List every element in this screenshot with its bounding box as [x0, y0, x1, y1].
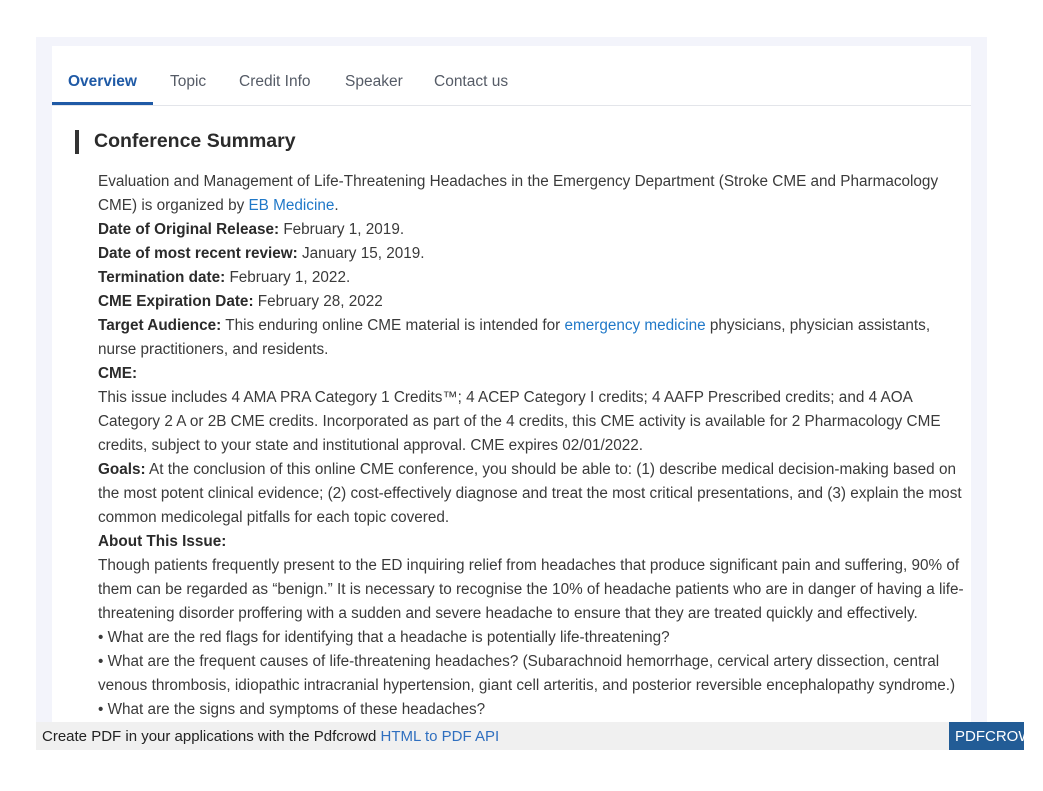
- target-audience-label: Target Audience:: [98, 317, 222, 334]
- tab-speaker[interactable]: Speaker: [345, 73, 403, 90]
- cme-label: CME:: [98, 365, 138, 382]
- pdfcrowd-badge[interactable]: [949, 722, 1043, 750]
- target-audience-text: This enduring online CME material is intended for: [221, 317, 565, 334]
- goals-label: Goals:: [98, 461, 146, 478]
- list-item: • What are the signs and symptoms of these headaches?: [98, 701, 486, 718]
- list-item: • What are the red flags for identifying that a headache is potentially life-threatening?: [98, 629, 670, 646]
- about-label: About This Issue:: [98, 533, 227, 550]
- intro-text: Evaluation and Management of Life-Threatening Headaches in the Emergency Department (Stroke CME and Pharmacology CME) is organized by: [98, 173, 939, 214]
- field-label: Date of most recent review:: [98, 245, 298, 262]
- active-tab-indicator: [52, 102, 153, 105]
- tab-contact-us[interactable]: Contact us: [434, 73, 509, 90]
- conference-summary-body: [98, 170, 968, 722]
- cme-paragraph: This issue includes 4 AMA PRA Category 1 Credits™; 4 ACEP Category I credits; 4 AAFP Prescribed credits; and 4 AOA Category 2 A or 2B CME credits. Incorporated as part of the 4 credits, this CME activity is available for 2 Pharmacology CME credits, subject to your state and institutional approval. CME expires 02/01/2022.: [98, 389, 941, 454]
- original-release-row: [98, 218, 968, 242]
- goals-text: At the conclusion of this online CME conference, you should be able to: (1) describe medical decision-making based on the most potent clinical evidence; (2) cost-effectively diagnose and treat the most critical presentations, and (3) explain the most common medicolegal pitfalls for each topic covered.: [98, 461, 962, 526]
- section-title: Conference Summary: [94, 130, 296, 152]
- cme-expiration-row: [98, 290, 968, 314]
- organizer-link[interactable]: EB Medicine: [248, 197, 335, 214]
- field-value: February 28, 2022: [253, 293, 383, 310]
- pdfcrowd-footer: [36, 722, 987, 750]
- field-label: CME Expiration Date:: [98, 293, 254, 310]
- content-card: [52, 46, 971, 722]
- field-value: February 1, 2022.: [225, 269, 351, 286]
- field-label: Termination date:: [98, 269, 226, 286]
- list-item: • What are the frequent causes of life-threatening headaches? (Subarachnoid hemorrhage, cervical artery dissection, central venous thrombosis, idiopathic intracranial hypertension, giant cell arteritis, and posterior reversible encephalopathy syndrome.): [98, 653, 956, 694]
- intro-end: .: [334, 197, 339, 214]
- cme-heading: [98, 362, 968, 386]
- tab-overview[interactable]: Overview: [68, 73, 137, 90]
- field-label: Date of Original Release:: [98, 221, 280, 238]
- emergency-medicine-link[interactable]: emergency medicine: [564, 317, 706, 334]
- target-audience-row: [98, 314, 968, 362]
- about-paragraph: Though patients frequently present to the ED inquiring relief from headaches that produce significant pain and suffering, 90% of them can be regarded as “benign.” It is necessary to recognise the 10% of headache patients who are in danger of having a life-threatening disorder proffering with a sudden and severe headache to ensure that they are treated quickly and effectively.: [98, 557, 964, 622]
- termination-date-row: [98, 266, 968, 290]
- recent-review-row: [98, 242, 968, 266]
- target-audience-text-end: physicians, physician assistants, nurse practitioners, and residents.: [98, 317, 931, 358]
- field-value: February 1, 2019.: [279, 221, 405, 238]
- footer-text: Create PDF in your applications with the Pdfcrowd: [42, 728, 381, 745]
- html-to-pdf-api-link[interactable]: HTML to PDF API: [380, 728, 500, 745]
- pdfcrowd-badge-label: PDFCROWD: [955, 728, 1043, 745]
- tab-topic[interactable]: Topic: [170, 73, 207, 90]
- section-title-accent: [75, 130, 79, 154]
- tab-bar: [52, 46, 971, 106]
- goals-row: [98, 458, 968, 530]
- about-heading: [98, 530, 968, 554]
- footer-message: [42, 728, 499, 745]
- tab-credit-info[interactable]: Credit Info: [239, 73, 311, 90]
- intro-paragraph: [98, 170, 968, 218]
- field-value: January 15, 2019.: [297, 245, 425, 262]
